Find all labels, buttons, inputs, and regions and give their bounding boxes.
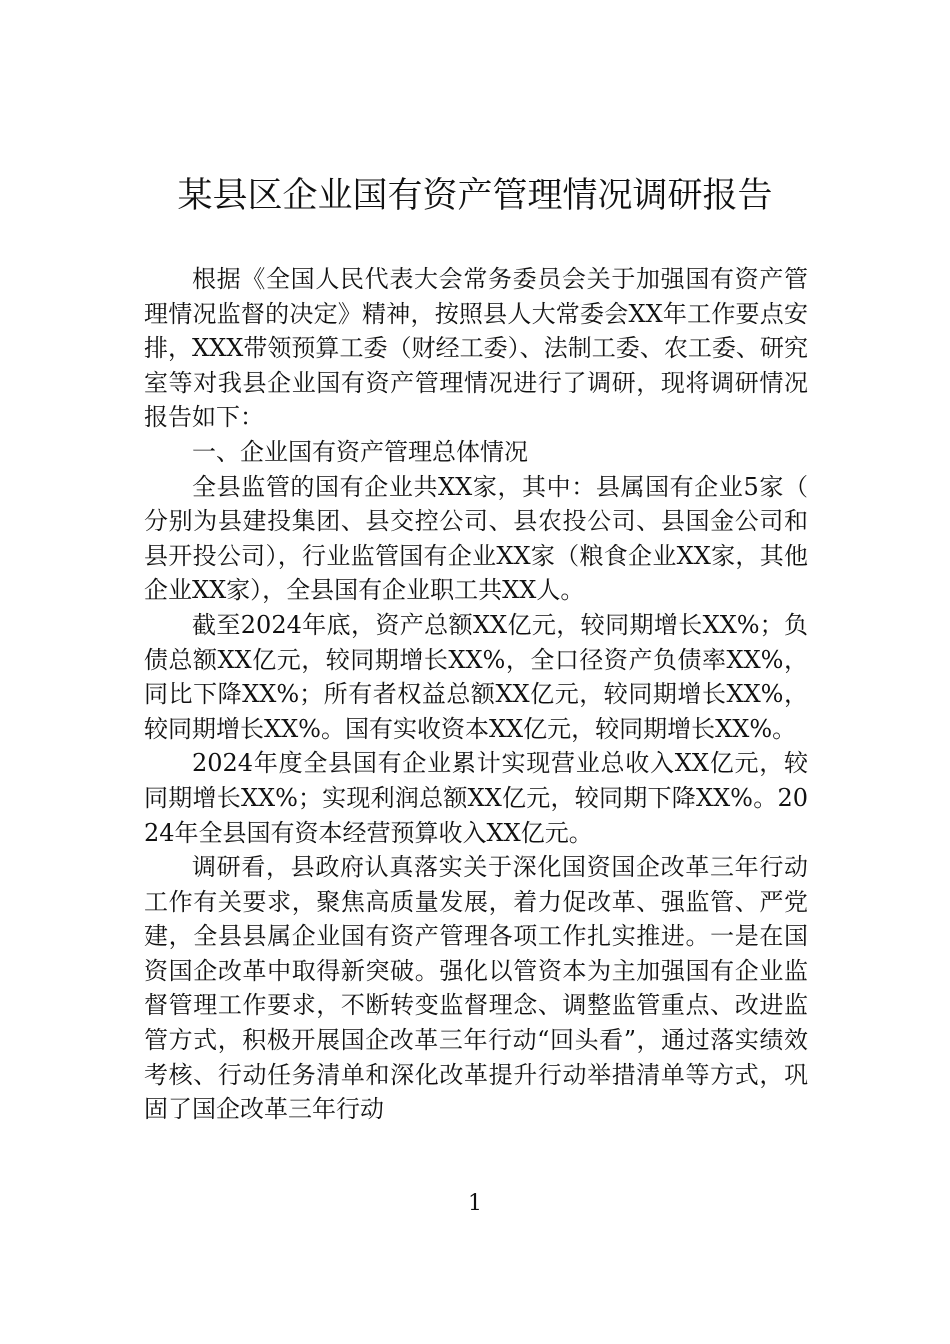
section-heading: 一、企业国有资产管理总体情况 [192,437,528,466]
document-body [144,262,808,1127]
page-number: 1 [468,1191,482,1216]
paragraph-intro: 根据《全国人民代表大会常务委员会关于加强国有资产管理情况监督的决定》精神，按照县人大常委会XX年工作要点安排，XXX带领预算工委（财经工委）、法制工委、农工委、研究室等对我县企业国有资产管理情况进行了调研，现将调研情况报告如下： [144,265,808,432]
paragraph-assets: 截至2024年底，资产总额XX亿元，较同期增长XX%；负债总额XX亿元，较同期增长XX%，全口径资产负债率XX%，同比下降XX%；所有者权益总额XX亿元，较同期增长XX%，较同期增长XX%。国有实收资本XX亿元，较同期增长XX%。 [144,610,808,743]
document-title: 某县区企业国有资产管理情况调研报告 [177,176,773,216]
paragraph-findings: 调研看，县政府认真落实关于深化国资国企改革三年行动工作有关要求，聚焦高质量发展，着力促改革、强监管、严党建，全县县属企业国有资产管理各项工作扎实推进。一是在国资国企改革中取得新突破。强化以管资本为主加强国有企业监督管理工作要求，不断转变监督理念、调整监管重点、改进监管方式，积极开展国企改革三年行动“回头看”，通过落实绩效考核、行动任务清单和深化改革提升行动举措清单等方式，巩固了国企改革三年行动 [144,853,808,1124]
paragraph-enterprise-count: 全县监管的国有企业共XX家，其中：县属国有企业5家（分别为县建投集团、县交控公司、县农投公司、县国金公司和县开投公司），行业监管国有企业XX家（粮食企业XX家，其他企业XX家），全县国有企业职工共XX人。 [144,472,808,605]
paragraph-revenue: 2024年度全县国有企业累计实现营业总收入XX亿元，较同期增长XX%；实现利润总额XX亿元，较同期下降XX%。2024年全县国有资本经营预算收入XX亿元。 [144,749,808,847]
